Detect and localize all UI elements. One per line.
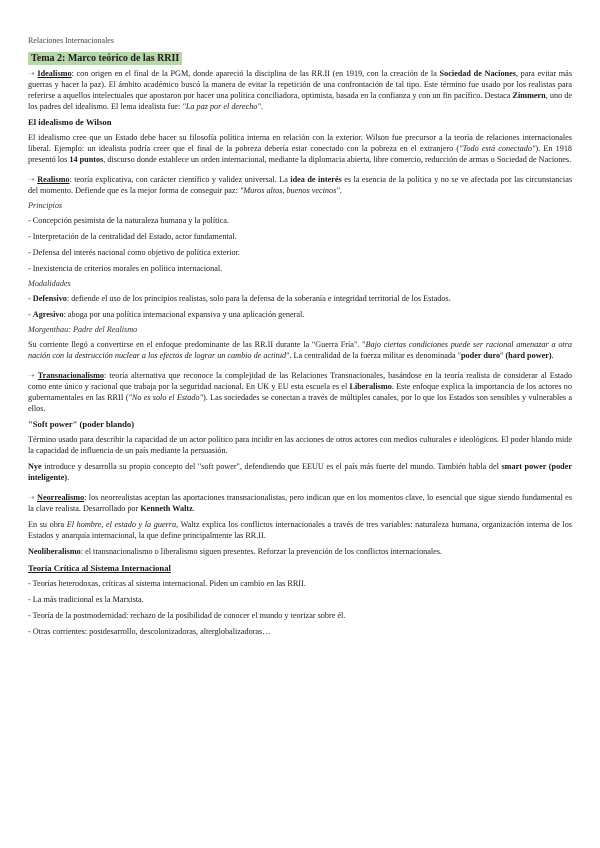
neoliberalismo-paragraph bbox=[28, 546, 572, 557]
bold-text: Neoliberalismo bbox=[28, 547, 81, 556]
transnacionalismo-term: Transnacionalismo bbox=[37, 371, 105, 380]
text: En su obra bbox=[28, 520, 67, 529]
text: : defiende el uso de los principios realistas, solo para la defensa de la soberanía e integridad territorial de los Estados. bbox=[66, 294, 451, 303]
text: , discurso donde establece un orden internacional, mediante la diplomacia abierta, libre comercio, reducción de armas o Sociedad de Naciones. bbox=[103, 155, 572, 164]
modalidades-label: Modalidades bbox=[28, 279, 71, 288]
list-item: - La más tradicional es la Marxista. bbox=[28, 595, 144, 604]
bold-text: Agresivo bbox=[32, 310, 64, 319]
bold-text: poder duro bbox=[461, 351, 501, 360]
text: : teoría explicativa, con carácter científico y validez universal. La bbox=[69, 175, 291, 184]
italic-text: "No es solo el Estado" bbox=[128, 393, 204, 402]
bold-text: Zimmern bbox=[512, 91, 546, 100]
italic-text: "Todo está conectado" bbox=[459, 144, 536, 153]
bold-text: (hard power) bbox=[505, 351, 552, 360]
italic-text: El hombre, el estado y la guerra bbox=[66, 520, 177, 529]
arrow-icon: ➝ bbox=[28, 371, 35, 380]
bold-text: idea de interés bbox=[290, 175, 342, 184]
transnacionalismo-paragraph bbox=[28, 370, 572, 414]
list-item-defensivo: - Defensivo: defiende el uso de los principios realistas, solo para la defensa de la soberanía e integridad territorial de los Estados. bbox=[28, 294, 451, 303]
critica-heading: Teoría Crítica al Sistema Internacional bbox=[28, 563, 171, 573]
list-item: - Teorías heterodoxas, críticas al sistema internacional. Piden un cambio en las RRII. bbox=[28, 579, 306, 588]
arrow-icon: ➝ bbox=[28, 69, 35, 78]
bold-text: Sociedad de Naciones bbox=[439, 69, 516, 78]
wilson-paragraph bbox=[28, 132, 572, 165]
document-title: Tema 2: Marco teórico de las RRII bbox=[28, 52, 182, 65]
text: , para evitar más guerras y hacer la paz). El ámbito académico buscó la manera de evitar la repetición de una confrontación de tal tipo. Este término fue usado por los realistas para referirse a aquellos intelectuales que apostaron por hacer una política conciliadora, optimista, basada en la confianza y con un fin pacífico. Destaca bbox=[28, 69, 572, 100]
list-item: - Interpretación de la centralidad del Estado, actor fundamental. bbox=[28, 232, 237, 241]
text: . bbox=[551, 351, 554, 360]
list-item: - Inexistencia de criterios morales en política internacional. bbox=[28, 264, 223, 273]
list-item-agresivo: - Agresivo: aboga por una política internacional expansiva y una aplicación general. bbox=[28, 310, 305, 319]
text: . Este enfoque explica la importancia de los actores no gubernamentales en las RRII ( bbox=[28, 382, 572, 402]
realismo-term: Realismo bbox=[37, 175, 70, 184]
italic-text: "La paz por el derecho" bbox=[182, 102, 261, 111]
text: : el transnacionalismo o liberalismo siguen presentes. Reforzar la prevención de los conflictos internacionales. bbox=[80, 547, 443, 556]
text: El idealismo cree que un Estado debe hacer su filosofía política interna en relación con la exterior. Wilson fue precursor a la teoría de relaciones internacionales liberal. Ejemplo: un idealista podría creer que el final de la pobreza debería estar conectado con la pobreza en el extranjero ( bbox=[28, 133, 572, 153]
text: . bbox=[192, 504, 195, 513]
text: ). Las sociedades se conectan a través de múltiples canales, por lo que los Estados son sensibles y vulnerables a ellos. bbox=[28, 393, 572, 413]
soft-power-heading: "Soft power" (poder blando) bbox=[28, 419, 135, 429]
nye-paragraph bbox=[28, 461, 572, 483]
wilson-heading: El idealismo de Wilson bbox=[28, 117, 112, 127]
text: . bbox=[260, 102, 263, 111]
list-item: - Concepción pesimista de la naturaleza humana y la política. bbox=[28, 216, 229, 225]
list-item: - Defensa del interés nacional como objetivo de política exterior. bbox=[28, 248, 240, 257]
neorrealismo-term: Neorrealismo bbox=[37, 493, 85, 502]
text: introduce y desarrolla su propio concepto del "soft power", defendiendo que EEUU es el país más fuerte del mundo. También habla del bbox=[41, 462, 502, 471]
text: . bbox=[339, 186, 342, 195]
text: Su corriente llegó a convertirse en el enfoque predominante de las RR.II durante la "Guerra Fría". " bbox=[28, 340, 366, 349]
principios-label: Principios bbox=[28, 201, 63, 210]
text: " bbox=[500, 351, 506, 360]
text: ". La centralidad de la fuerza militar es denominada " bbox=[286, 351, 461, 360]
realismo-paragraph bbox=[28, 174, 572, 196]
text: , Waltz explica los conflictos internacionales a través de tres variables: naturaleza humana, organización interna de los Estados y anarquía internacional, la que define principalmente las RR.II. bbox=[28, 520, 572, 540]
italic-text: Bajo ciertas condiciones puede ser racional amenazar a otra nación con la destrucción nuclear a los efectos de lograr un cambio de actitud bbox=[28, 340, 572, 360]
morgenthau-paragraph bbox=[28, 339, 572, 361]
idealismo-term: Idealismo bbox=[37, 69, 72, 78]
bold-text: Kenneth Waltz bbox=[140, 504, 193, 513]
document-header: Relaciones Internacionales bbox=[28, 36, 114, 45]
soft-power-paragraph: Término usado para describir la capacidad de un actor político para incidir en las acciones de otros actores con medios culturales e ideológicos. El poder blando mide la capacidad de influencia de un país mediante la persuasión. bbox=[28, 435, 572, 455]
text: es la esencia de la política y no se ve afectada por las circunstancias del momento. Defiende que es la mejor forma de conseguir paz: bbox=[28, 175, 573, 195]
text: ). En 1918 presentó los bbox=[28, 144, 573, 164]
neorrealismo-paragraph bbox=[28, 492, 572, 514]
list-item: - Otras corrientes: postdesarrollo, descolonizadoras, alterglobalizadoras… bbox=[28, 627, 271, 636]
italic-text: "Muros altos, buenos vecinos" bbox=[239, 186, 340, 195]
arrow-icon: ➝ bbox=[28, 175, 35, 184]
text: : aboga por una política internacional expansiva y una aplicación general. bbox=[63, 310, 305, 319]
bold-text: 14 puntos bbox=[69, 155, 104, 164]
text: : con origen en el final de la PGM, donde apareció la disciplina de las RR.II (en 1919, con la creación de la bbox=[71, 69, 440, 78]
bold-text: Nye bbox=[28, 462, 42, 471]
morgenthau-label: Morgenthau: Padre del Realismo bbox=[28, 325, 138, 334]
bold-text: Defensivo bbox=[32, 294, 67, 303]
text: : teoría alternativa que reconoce la complejidad de las Relaciones Transnacionales, basándose en la teoría realista de considerar al Estado como ente único y racional que trabaja por la seguridad nacional. En UK y EU esta escuela es el bbox=[28, 371, 573, 391]
idealismo-paragraph bbox=[28, 68, 572, 112]
bold-text: Liberalismo bbox=[349, 382, 392, 391]
arrow-icon: ➝ bbox=[28, 493, 35, 502]
text: : los neorrealistas aceptan las aportaciones transnacionalistas, pero indican que en los momentos clave, lo esencial que sigue siendo fundamental es la clave realista. Desarrollado por bbox=[28, 493, 573, 513]
text: , uno de los padres del idealismo. El lema idealista fue: bbox=[28, 91, 572, 111]
bold-text: smart power (poder inteligente) bbox=[28, 462, 572, 482]
waltz-paragraph bbox=[28, 519, 572, 541]
list-item: - Teoría de la postmodernidad: rechazo de la posibilidad de conocer el mundo y teorizar sobre él. bbox=[28, 611, 346, 620]
text: . bbox=[67, 473, 70, 482]
